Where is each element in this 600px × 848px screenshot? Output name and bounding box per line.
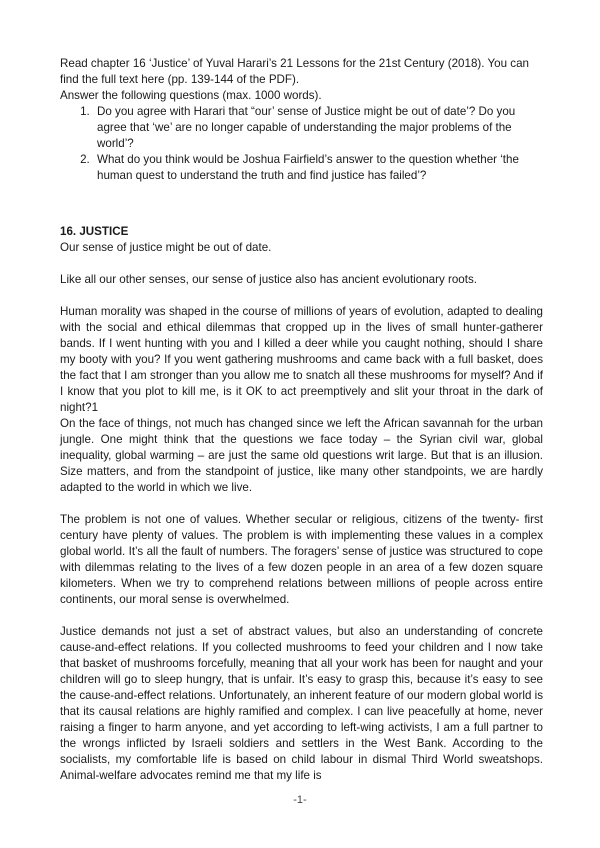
page-content	[60, 56, 543, 784]
paragraph: Human morality was shaped in the course of millions of years of evolution, adapted to dealing with the social and ethical dilemmas that cropped up in the lives of small hunter-gatherer bands. If I went hunting with you and I killed a deer while you caught nothing, should I share my booty with you? If you went gathering mushrooms and came back with a full basket, does the fact that I am stronger than you allow me to snatch all these mushrooms for myself? And if I know that you plot to kill me, is it OK to act preemptively and slit your throat in the dark of night?1	[60, 305, 543, 414]
spacer	[60, 184, 543, 224]
question-item: 2. What do you think would be Joshua Fairfield’s answer to the question whether ‘the human quest to understand the truth and find justice has failed’?	[93, 152, 543, 184]
instruction-answer: Answer the following questions (max. 1000 words).	[60, 89, 322, 102]
chapter-subtitle: Our sense of justice might be out of date.	[60, 241, 272, 254]
paragraph: On the face of things, not much has changed since we left the African savannah for the urban jungle. One might think that the questions we face today – the Syrian civil war, global inequality, global warming – are just the same old questions writ large. But that is an illusion. Size matters, and from the standpoint of justice, like many other standpoints, we are hardly adapted to the world in which we live.	[60, 417, 543, 494]
instruction-read-chapter: Read chapter 16 ‘Justice’ of Yuval Harari’s 21 Lessons for the 21st Century (2018). You can find the full text here (pp. 139-144 of the PDF).	[60, 57, 529, 86]
spacer	[60, 256, 543, 272]
spacer	[60, 288, 543, 304]
question-list	[60, 104, 543, 184]
page-number: -1-	[293, 794, 307, 806]
chapter-title: 16. JUSTICE	[60, 225, 129, 238]
spacer	[60, 496, 543, 512]
question-item: 1. Do you agree with Harari that “our’ sense of Justice might be out of date’? Do you agree that ‘we’ are no longer capable of understanding the major problems of the world’?	[93, 104, 543, 152]
paragraph: Justice demands not just a set of abstract values, but also an understanding of concrete cause-and-effect relations. If you collected mushrooms to feed your children and I now take that basket of mushrooms forcefully, meaning that all your work has been for naught and your children will go to sleep hungry, that is unfair. It’s easy to grasp this, because it’s easy to see the cause-and-effect relations. Unfortunately, an inherent feature of our modern global world is that its causal relations are highly ramified and complex. I can live peacefully at home, never raising a finger to harm anyone, and yet according to left-wing activists, I am a full partner to the wrongs inflicted by Israeli soldiers and settlers in the West Bank. According to the socialists, my comfortable life is based on child labour in dismal Third World sweatshops. Animal-welfare advocates remind me that my life is	[60, 625, 543, 782]
paragraph: The problem is not one of values. Whether secular or religious, citizens of the twenty- first century have plenty of values. The problem is with implementing these values in a complex global world. It’s all the fault of numbers. The foragers’ sense of justice was structured to cope with dilemmas relating to the lives of a few dozen people in an area of a few dozen square kilometers. When we try to comprehend relations between millions of people across entire continents, our moral sense is overwhelmed.	[60, 513, 543, 606]
spacer	[60, 608, 543, 624]
assignment-instructions	[60, 56, 543, 184]
paragraph: Like all our other senses, our sense of justice also has ancient evolutionary roots.	[60, 273, 477, 286]
